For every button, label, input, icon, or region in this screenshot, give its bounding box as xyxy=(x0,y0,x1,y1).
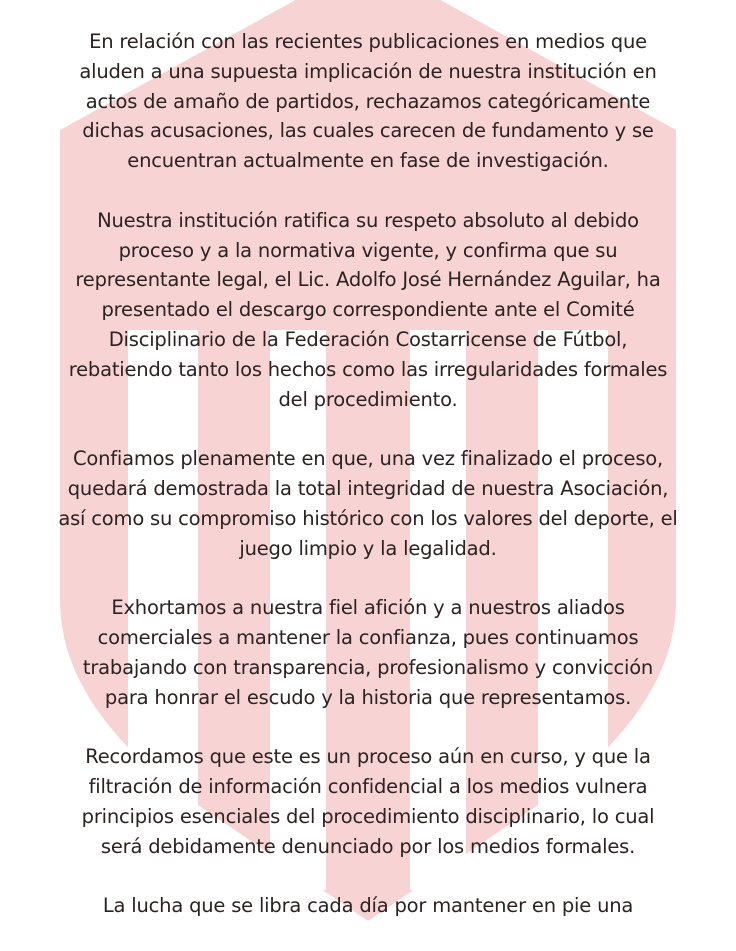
statement-paragraph xyxy=(0,891,736,921)
statement-paragraph xyxy=(0,742,736,861)
paragraph-line: dichas acusaciones, las cuales carecen de fundamento y se xyxy=(82,119,654,143)
paragraph-line: La lucha que se libra cada día por mantener en pie una xyxy=(102,894,634,918)
paragraph-line: presentado el descargo correspondiente ante el Comité xyxy=(101,298,635,322)
paragraph-line: Nuestra institución ratifica su respeto absoluto al debido xyxy=(97,208,639,232)
statement-paragraph xyxy=(0,593,736,712)
paragraph-line: proceso y a la normativa vigente, y confirma que su xyxy=(118,238,618,262)
paragraph-line: será debidamente denunciado por los medios formales. xyxy=(100,834,636,858)
paragraph-line: representante legal, el Lic. Adolfo José Hernández Aguilar, ha xyxy=(75,268,661,292)
paragraph-line: juego limpio y la legalidad. xyxy=(239,536,497,560)
paragraph-line: Confiamos plenamente en que, una vez finalizado el proceso, xyxy=(72,447,664,471)
paragraph-line: filtración de información confidencial a los medios vulnera xyxy=(88,774,648,798)
paragraph-line: rebatiendo tanto los hechos como las irregularidades formales xyxy=(68,357,668,381)
paragraph-line: principios esenciales del procedimiento disciplinario, lo cual xyxy=(81,804,655,828)
statement-paragraph xyxy=(0,27,736,176)
paragraph-line: así como su compromiso histórico con los valores del deporte, el xyxy=(58,506,678,530)
paragraph-line: quedará demostrada la total integridad de nuestra Asociación, xyxy=(67,476,669,500)
paragraph-line: aluden a una supuesta implicación de nuestra institución en xyxy=(79,59,657,83)
paragraph-line: En relación con las recientes publicaciones en medios que xyxy=(89,30,647,53)
statement-paragraph xyxy=(0,206,736,415)
paragraph-line: para honrar el escudo y la historia que representamos. xyxy=(104,685,632,709)
paragraph-line: comerciales a mantener la confianza, pues continuamos xyxy=(97,625,639,649)
paragraph-line: actos de amaño de partidos, rechazamos categóricamente xyxy=(85,89,651,113)
paragraph-line: Recordamos que este es un proceso aún en curso, y que la xyxy=(85,745,651,769)
paragraph-line: trabajando con transparencia, profesionalismo y convicción xyxy=(82,655,654,679)
statement-paragraph xyxy=(0,444,736,563)
paragraph-line: Exhortamos a nuestra fiel afición y a nuestros aliados xyxy=(111,596,625,620)
paragraph-line: del procedimiento. xyxy=(278,387,458,411)
statement-document xyxy=(0,27,736,951)
paragraph-line: Disciplinario de la Federación Costarricense de Fútbol, xyxy=(108,327,628,351)
paragraph-line: encuentran actualmente en fase de investigación. xyxy=(127,149,609,173)
